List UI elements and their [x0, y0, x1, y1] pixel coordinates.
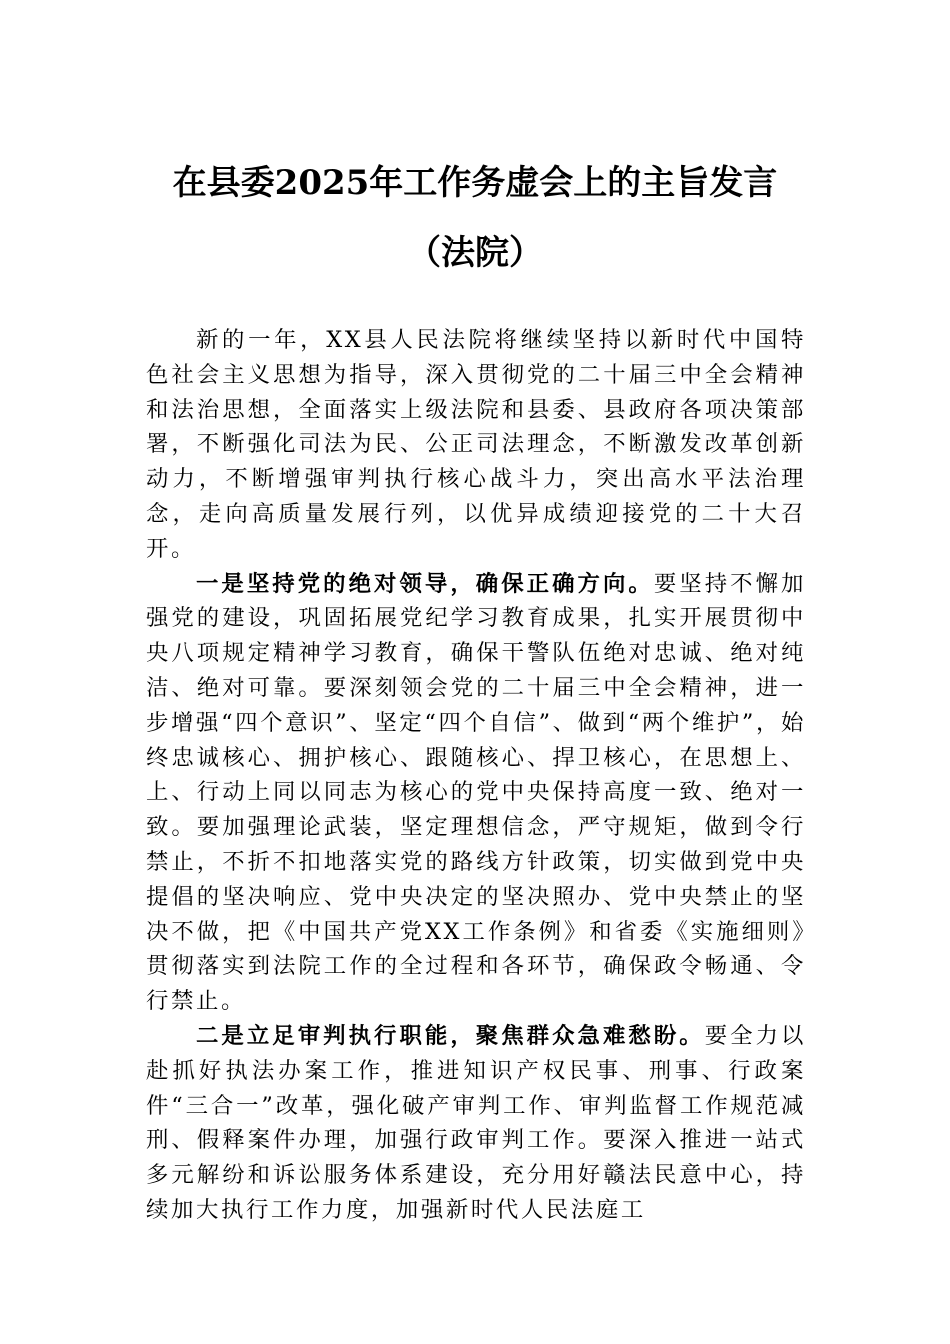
- paragraph-text: 要全力以赴抓好执法办案工作，推进知识产权民事、刑事、行政案件“三合一”改革，强化破产审判工作、审判监督工作规范减刑、假释案件办理，加强行政审判工作。要深入推进一站式多元解纷和诉讼服务体系建设，充分用好赣法民意中心，持续加大执行工作力度，加强新时代人民法庭工: [146, 1022, 806, 1223]
- document-title: 在县委2025年工作务虚会上的主旨发言: [172, 163, 778, 203]
- document-subtitle: （法院）: [407, 233, 543, 273]
- paragraph-intro: [146, 323, 806, 567]
- paragraph-lead: 一是坚持党的绝对领导，确保正确方向。: [196, 570, 654, 597]
- document-body: [146, 323, 806, 1228]
- paragraph-text: 要坚持不懈加强党的建设，巩固拓展党纪学习教育成果，扎实开展贯彻中央八项规定精神学习教育，确保干警队伍绝对忠诚、绝对纯洁、绝对可靠。要深刻领会党的二十届三中全会精神，进一步增强“四个意识”、坚定“四个自信”、做到“两个维护”，始终忠诚核心、拥护核心、跟随核心、捍卫核心，在思想上、上、行动上同以同志为核心的党中央保持高度一致、绝对一致。要加强理论武装，坚定理想信念，严守规矩，做到令行禁止，不折不扣地落实党的路线方针政策，切实做到党中央提倡的坚决响应、党中央决定的坚决照办、党中央禁止的坚决不做，把《中国共产党XX工作条例》和省委《实施细则》贯彻落实到法院工作的全过程和各环节，确保政令畅通、令行禁止。: [146, 570, 806, 1015]
- paragraph-point-one: [146, 567, 806, 1019]
- paragraph-point-two: [146, 1019, 806, 1228]
- paragraph-lead: 二是立足审判执行职能，聚焦群众急难愁盼。: [196, 1022, 705, 1049]
- paragraph-text: 新的一年，XX县人民法院将继续坚持以新时代中国特色社会主义思想为指导，深入贯彻党的二十届三中全会精神和法治思想，全面落实上级法院和县委、县政府各项决策部署，不断强化司法为民、公正司法理念，不断激发改革创新动力，不断增强审判执行核心战斗力，突出高水平法治理念，走向高质量发展行列，以优异成绩迎接党的二十大召开。: [146, 327, 806, 562]
